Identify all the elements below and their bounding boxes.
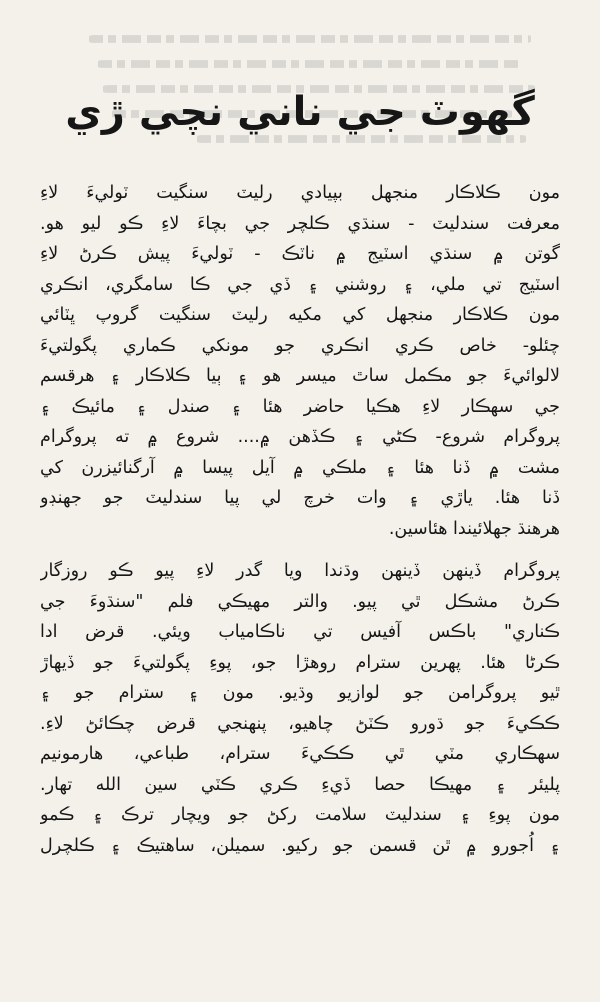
text-line: ڪرڻ مشڪل ٿي پيو. والتر مهيڪي فلم "سنڌوءَ جي xyxy=(40,591,560,612)
page-title: گھوٽ جي ناني نچي ڙي xyxy=(65,89,535,135)
text-line: ڏنا هئا. ياڙي ۽ وات خرچ لي پيا سندليٽ جو جهنڊو xyxy=(40,488,560,508)
text-line: ڪرڻا هئا. پهرين سترام روهڙا جو، پوءِ پگولتيءَ جو ڏيهاڙ xyxy=(40,652,560,673)
text-line: پليئر ۽ مهيڪا حصا ڏيءِ ڪري ڪٽي سين الله تهار. xyxy=(40,774,560,795)
text-line: پروگرام شروع- ڪڻي ۽ ڪڏهن ۾.... شروع ۾ ته پروگرام xyxy=(40,427,560,447)
text-line: گوتن ۾ سنڌي اسٽيج ۾ ناٽڪ - ٽوليءَ پيش ڪرڻ لاءِ xyxy=(40,244,560,264)
text-line: مشت ۾ ڏنا هئا ۽ ملڪي ۾ آيل پيسا ۾ آرگنائيزرن کي xyxy=(40,457,560,478)
text-line: هرهنڌ جهلائيندا هئاسين. xyxy=(388,518,560,539)
text-line: مون پوءِ ۽ سندليٽ سلامت رکڻ جو ويچار ترڪ ۽ ڪمو xyxy=(40,805,560,825)
text-line: معرفت سندليٽ - سنڌي ڪلچر جي بچاءَ لاءِ ڪو ليو هو. xyxy=(40,213,560,234)
text-line: لالوائيءَ جو مڪمل ساٿ ميسر هو ۽ ٻيا ڪلاڪار ۽ هرقسم xyxy=(40,366,560,386)
text-line: مون ڪلاڪار منجهل کي مکيه رليٽ سنگيت گروپ ڀٽائي xyxy=(40,305,560,325)
text-line: چئلو- خاص ڪري انڪري جو مونکي ڪماري پگولتيءَ xyxy=(40,335,560,356)
text-line: ۽ اُجورو ۾ ٿن قسمن جو رکيو. سميلن، ساهتيڪ ۽ ڪلچرل xyxy=(40,835,560,856)
paragraph xyxy=(40,178,560,544)
text-line: پروگرام ڏينهن ڏينهن وڌندا ويا گدر لاءِ پيو ڪو روزگار xyxy=(40,561,560,581)
text-line: اسٽيج تي ملي، ۽ روشني ۽ ڏي جي ڪا سامگري، انڪري xyxy=(40,274,560,295)
text-line: ڪناري" باڪس آفيس تي ناڪامياب ويئي. قرض ادا xyxy=(40,622,560,642)
text-line: جي سهڪار لاءِ هڪيا حاضر هئا ۽ صندل ۽ مائيڪ ۽ xyxy=(40,396,560,417)
text-line: سهڪاري مٽي ٿي ڪڪيءَ سترام، طباعي، هارمونيم xyxy=(40,744,560,764)
text-line: مون ڪلاڪار منجهل بپيادي رليٽ سنگيت ٽوليءَ لاءِ xyxy=(40,183,560,203)
text-line: ڪڪيءَ جو ڌورو ڪٽڻ چاهيو، پنهنجي قرض چڪائڻ لاءِ. xyxy=(40,713,560,734)
text-line: ٿيو پروگرامن جو لوازيو وڌيو. مون ۽ سترام جو ۽ xyxy=(40,683,560,703)
paragraph xyxy=(40,556,560,861)
body-text xyxy=(40,178,560,861)
